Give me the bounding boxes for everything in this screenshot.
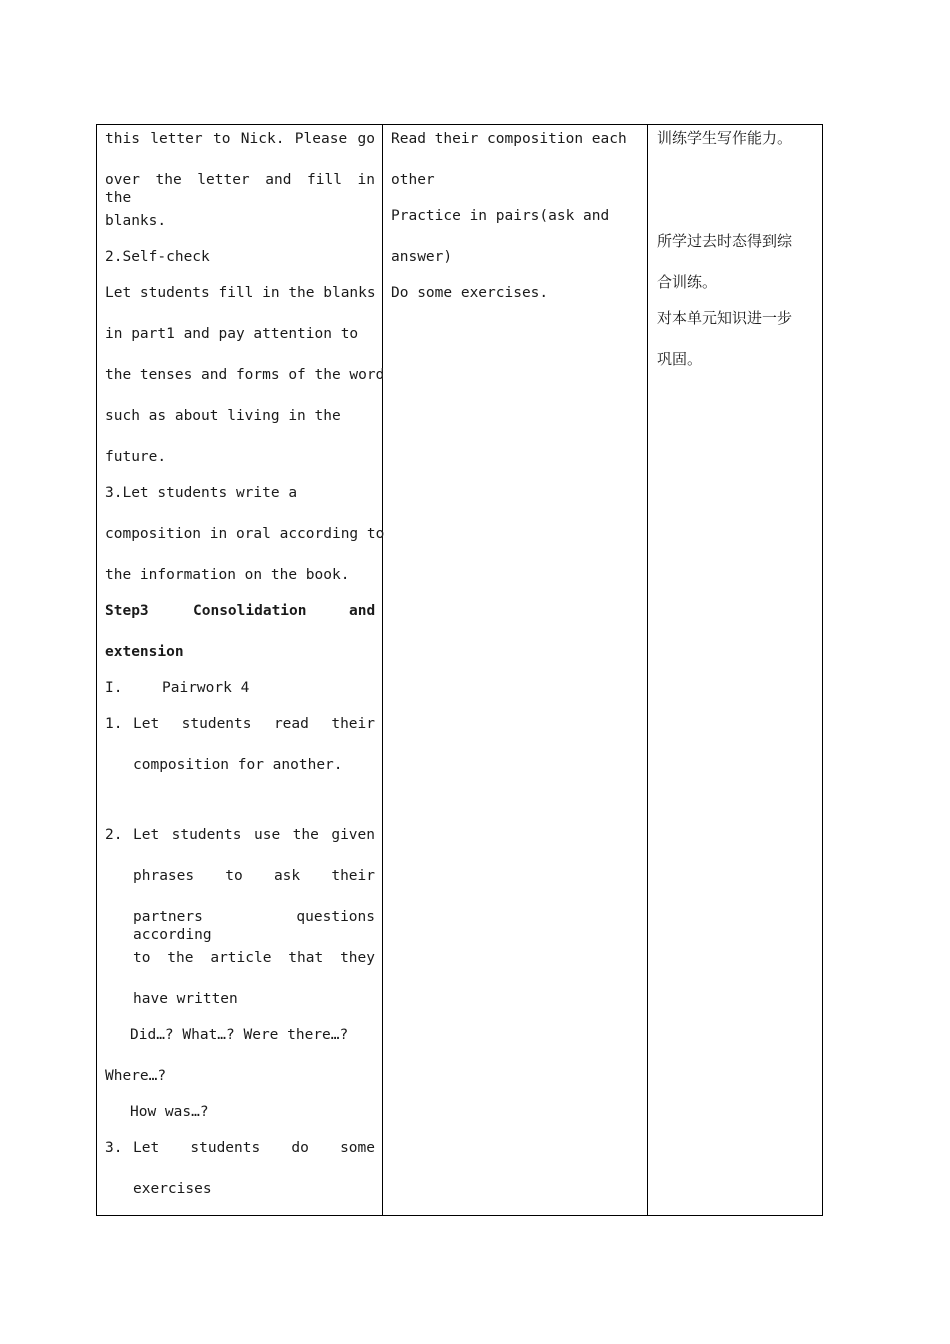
list-marker: 2. — [105, 827, 123, 843]
section-heading: 3.Let students write a — [105, 485, 298, 501]
text-line: 合训练。 — [657, 273, 718, 291]
text-line: 巩固。 — [657, 350, 703, 368]
text-line: answer) — [391, 249, 453, 265]
subsection-heading: Pairwork 4 — [162, 680, 250, 696]
step-heading-word: extension — [105, 644, 184, 660]
list-item: Let students do some — [133, 1140, 375, 1156]
text-line: Do some exercises. — [391, 285, 549, 301]
student-activity-cell — [383, 125, 648, 1216]
list-item: Let students use the given — [133, 827, 375, 843]
step-heading-word: Step3 — [105, 603, 149, 619]
text-line: 对本单元知识进一步 — [657, 309, 793, 327]
text-line: the information on the book. — [105, 567, 350, 583]
question-prompts: How was…? — [130, 1104, 209, 1120]
list-item: to the article that they — [133, 950, 375, 966]
text-line: this letter to Nick. Please go — [105, 131, 375, 147]
list-item: have written — [133, 991, 238, 1007]
teacher-activity-cell — [97, 125, 383, 1216]
text-line: in part1 and pay attention to — [105, 326, 359, 342]
list-marker: I. — [105, 680, 123, 696]
list-marker: 1. — [105, 716, 123, 732]
text-line: over the letter and fill in the — [105, 172, 375, 206]
text-line: such as about living in the — [105, 408, 341, 424]
list-item: partners questions according — [133, 909, 375, 943]
question-prompts: Where…? — [105, 1068, 167, 1084]
text-line: other — [391, 172, 435, 188]
list-item: Let students read their — [133, 716, 375, 732]
list-item: phrases to ask their — [133, 868, 375, 884]
list-marker: 3. — [105, 1140, 123, 1156]
lesson-plan-table — [96, 124, 823, 1216]
step-heading-word: and — [349, 603, 376, 619]
text-line: the tenses and forms of the word — [105, 367, 385, 383]
section-heading: 2.Self-check — [105, 249, 210, 265]
purpose-cell — [648, 125, 823, 1216]
text-line: composition in oral according to — [105, 526, 385, 542]
list-item: composition for another. — [133, 757, 343, 773]
step-heading-word: Consolidation — [193, 603, 307, 619]
text-line: 训练学生写作能力。 — [657, 129, 793, 147]
list-item: exercises — [133, 1181, 212, 1197]
text-line: 所学过去时态得到综 — [657, 232, 793, 250]
text-line: Let students fill in the blanks — [105, 285, 376, 301]
table-row — [97, 125, 823, 1216]
text-line: Practice in pairs(ask and — [391, 208, 610, 224]
text-line: Read their composition each — [391, 131, 627, 147]
text-line: blanks. — [105, 213, 167, 229]
question-prompts: Did…? What…? Were there…? — [130, 1027, 349, 1043]
text-line: future. — [105, 449, 167, 465]
